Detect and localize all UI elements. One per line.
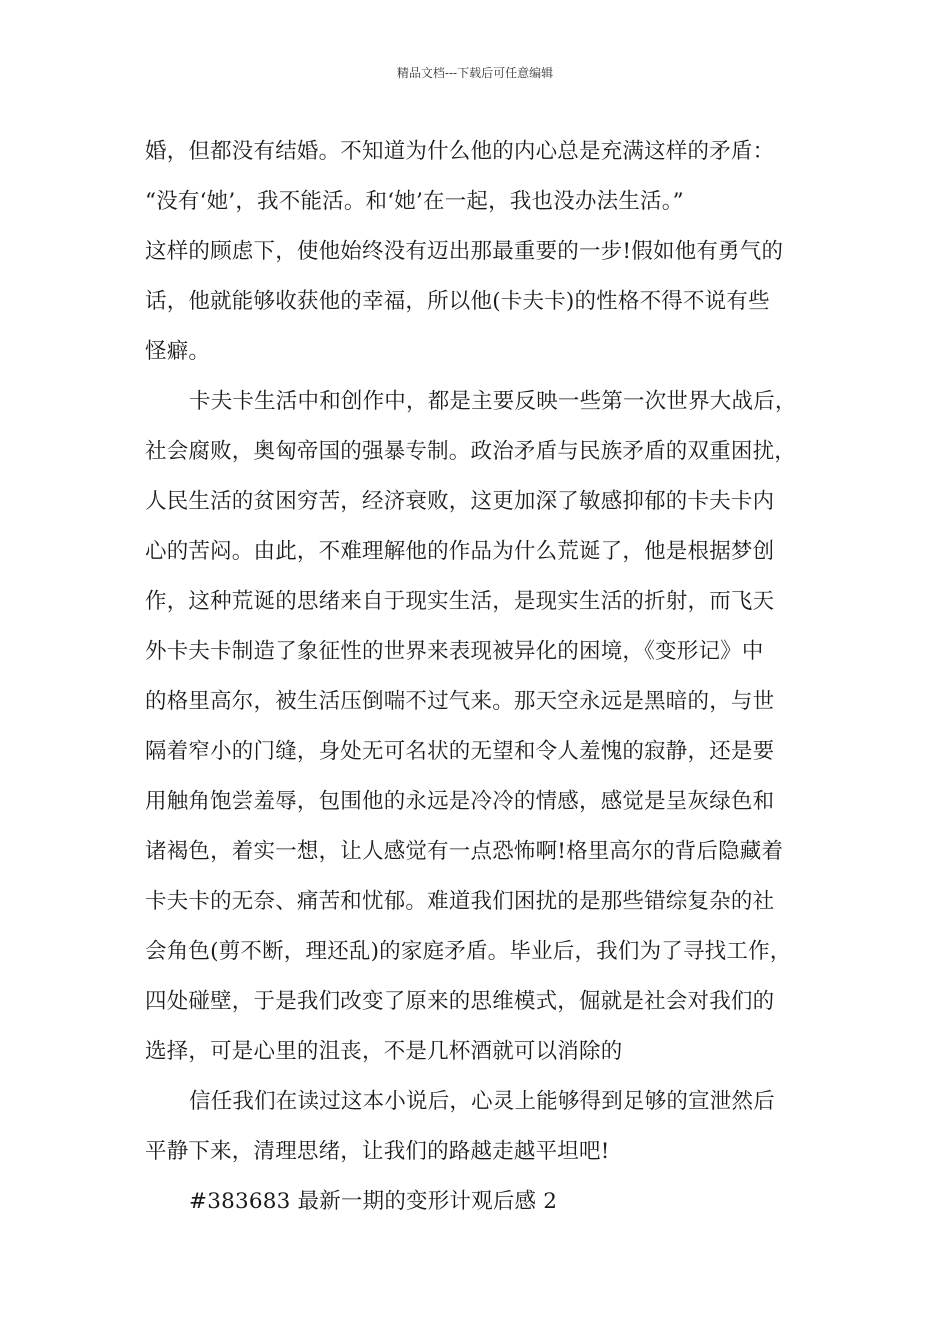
text-line: 信任我们在读过这本小说后，心灵上能够得到足够的宣泄然后: [189, 1089, 775, 1114]
text-line: 选择，可是心里的沮丧，不是几杯酒就可以消除的: [145, 1039, 623, 1064]
text-line: #383683 最新一期的变形计观后感 2: [189, 1189, 558, 1214]
text-line: 卡夫卡生活中和创作中，都是主要反映一些第一次世界大战后，: [189, 389, 797, 414]
text-line: 诸褐色，着实一想，让人感觉有一点恐怖啊!格里高尔的背后隐藏着: [145, 839, 784, 864]
text-line: 卡夫卡的无奈、痛苦和忧郁。难道我们困扰的是那些错综复杂的社: [145, 889, 775, 914]
text-line: 人民生活的贫困穷苦，经济衰败，这更加深了敏感抑郁的卡夫卡内: [145, 489, 775, 514]
text-line: “没有‘她’，我不能活。和‘她’在一起，我也没办法生活。”: [145, 189, 684, 214]
text-line: 的格里高尔，被生活压倒喘不过气来。那天空永远是黑暗的，与世: [145, 689, 775, 714]
text-line: 平静下来，清理思绪，让我们的路越走越平坦吧!: [145, 1139, 610, 1164]
text-line: 话，他就能够收获他的幸福，所以他(卡夫卡)的性格不得不说有些: [145, 289, 770, 314]
text-line: 隔着窄小的门缝，身处无可名状的无望和令人羞愧的寂静，还是要: [145, 739, 775, 764]
text-line: 婚，但都没有结婚。不知道为什么他的内心总是充满这样的矛盾：: [145, 139, 775, 164]
text-line: 外卡夫卡制造了象征性的世界来表现被异化的困境，《变形记》中: [145, 639, 764, 664]
document-body: [145, 127, 825, 1227]
text-line: 用触角饱尝羞辱，包围他的永远是冷冷的情感，感觉是呈灰绿色和: [145, 789, 775, 814]
text-line: 作，这种荒诞的思绪来自于现实生活，是现实生活的折射，而飞天: [145, 589, 775, 614]
text-line: 心的苦闷。由此，不难理解他的作品为什么荒诞了，他是根据梦创: [145, 539, 775, 564]
text-line: 会角色(剪不断，理还乱)的家庭矛盾。毕业后，我们为了寻找工作，: [145, 939, 792, 964]
text-line: 这样的顾虑下，使他始终没有迈出那最重要的一步!假如他有勇气的: [145, 239, 784, 264]
text-line: 四处碰壁，于是我们改变了原来的思维模式，倔就是社会对我们的: [145, 989, 775, 1014]
text-line: 怪癖。: [145, 339, 211, 364]
text-line: 社会腐败，奥匈帝国的强暴专制。政治矛盾与民族矛盾的双重困扰，: [145, 439, 797, 464]
page-header: 精品文档---下载后可任意编辑: [396, 66, 554, 80]
